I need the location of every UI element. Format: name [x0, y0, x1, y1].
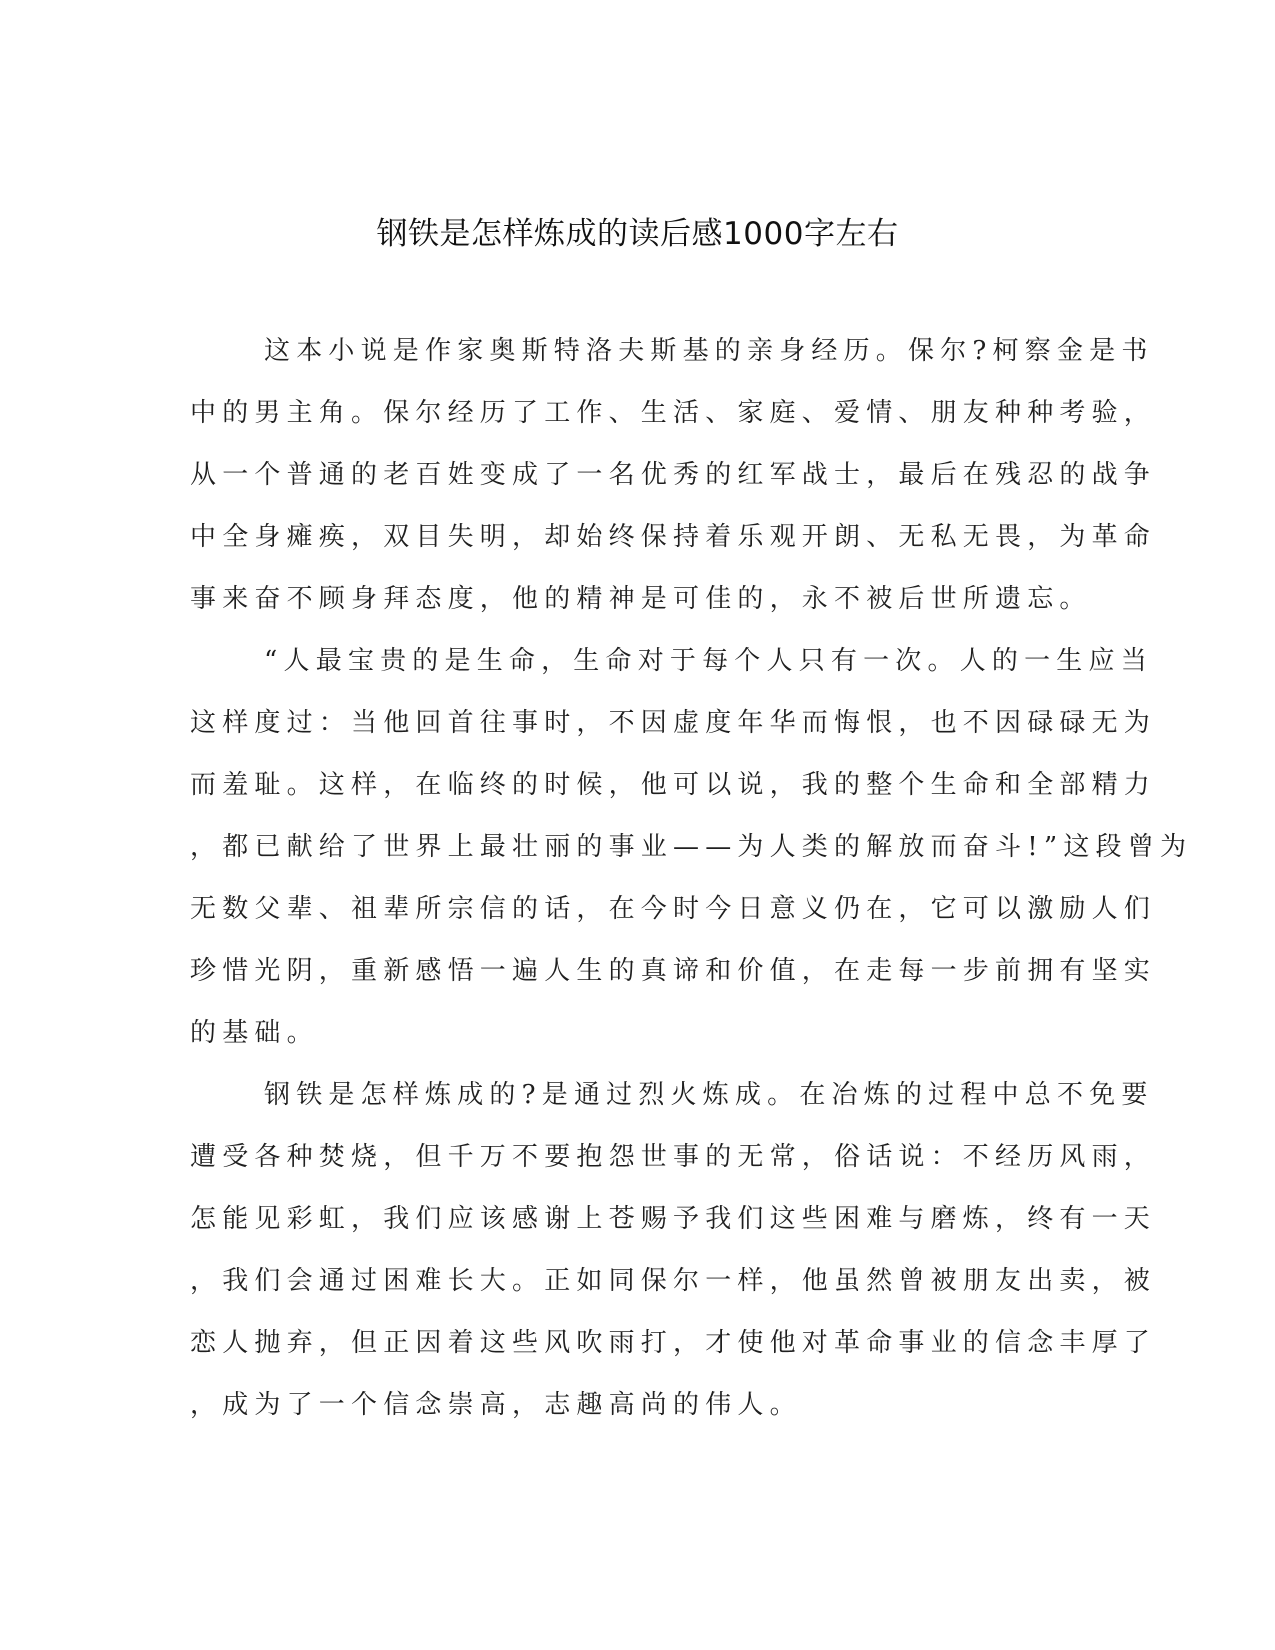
text-line: 从一个普通的老百姓变成了一名优秀的红军战士，最后在残忍的战争 [190, 460, 1157, 490]
text-line: ，我们会通过困难长大。正如同保尔一样，他虽然曾被朋友出卖，被 [190, 1266, 1157, 1296]
text-line: 这本小说是作家奥斯特洛夫斯基的亲身经历。保尔?柯察金是书 [264, 336, 1154, 366]
text-line: 中的男主角。保尔经历了工作、生活、家庭、爱情、朋友种种考验， [190, 398, 1157, 428]
document-body [190, 330, 1193, 1446]
text-line: 这样度过：当他回首往事时，不因虚度年华而悔恨，也不因碌碌无为 [190, 708, 1157, 738]
text-line: 的基础。 [190, 1018, 319, 1048]
text-line: 中全身瘫痪，双目失明，却始终保持着乐观开朗、无私无畏，为革命 [190, 522, 1157, 552]
text-line: 钢铁是怎样炼成的?是通过烈火炼成。在冶炼的过程中总不免要 [264, 1080, 1154, 1110]
document-title: 钢铁是怎样炼成的读后感1000字左右 [376, 216, 899, 252]
text-line: 怎能见彩虹，我们应该感谢上苍赐予我们这些困难与磨炼，终有一天 [190, 1204, 1157, 1234]
text-line: 恋人抛弃，但正因着这些风吹雨打，才使他对革命事业的信念丰厚了 [190, 1328, 1157, 1358]
text-line: 无数父辈、祖辈所宗信的话，在今时今日意义仍在，它可以激励人们 [190, 894, 1157, 924]
text-line: “人最宝贵的是生命，生命对于每个人只有一次。人的一生应当 [264, 646, 1153, 676]
text-line: ，成为了一个信念崇高，志趣高尚的伟人。 [190, 1390, 802, 1420]
text-line: 遭受各种焚烧，但千万不要抱怨世事的无常，俗话说：不经历风雨， [190, 1142, 1157, 1172]
text-line: 而羞耻。这样，在临终的时候，他可以说，我的整个生命和全部精力 [190, 770, 1157, 800]
text-line: 珍惜光阴，重新感悟一遍人生的真谛和价值，在走每一步前拥有坚实 [190, 956, 1157, 986]
text-line: ，都已献给了世界上最壮丽的事业——为人类的解放而奋斗!”这段曾为 [190, 832, 1193, 862]
text-line: 事来奋不顾身拜态度，他的精神是可佳的，永不被后世所遗忘。 [190, 584, 1092, 614]
